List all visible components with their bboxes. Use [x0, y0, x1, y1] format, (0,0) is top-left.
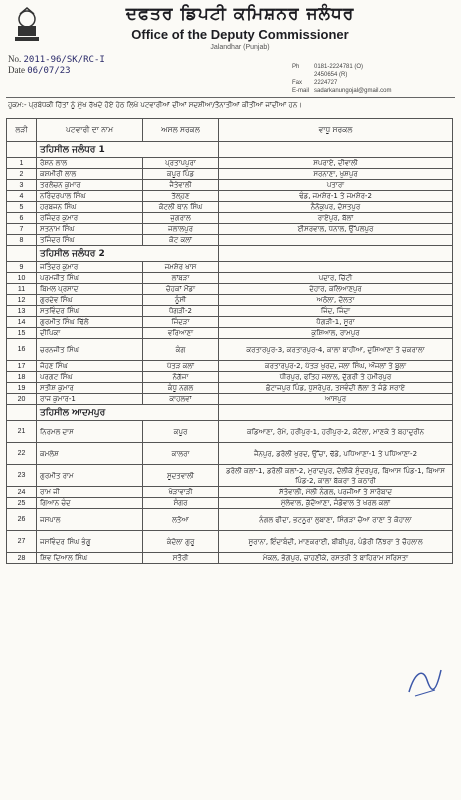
- additional-circle-cell: ਸੂਰਾਨਾ, ਇੰਦਾਬੰਦੀ, ਮਾਣਕਰਾਈ, ਬੀਬੀਪੁਰ, ਪੰਡੋਰੀ ਨਿੱਝਰਾ ਤੇ ਚੌਹਲਾਲ: [219, 531, 453, 553]
- name-cell: ਸਤੀਸ਼ ਕੁਮਾਰ: [37, 383, 143, 394]
- serial-cell: 21: [7, 421, 37, 443]
- name-cell: ਨਰਿੰਦਰਪਾਲ ਸਿੰਘ: [37, 191, 143, 202]
- serial-cell: 14: [7, 317, 37, 328]
- original-circle-cell: ਨੂੰਸੀ: [143, 295, 219, 306]
- table-row: [7, 262, 453, 273]
- section-title: ਤਹਿਸੀਲ ਜਲੰਧਰ 2: [37, 246, 219, 262]
- original-circle-cell: ਕੋਟਲੀ ਥਾਨ ਸਿੰਘ: [143, 202, 219, 213]
- table-row: [7, 361, 453, 372]
- table-row: [7, 235, 453, 246]
- table-header-row: [7, 119, 453, 142]
- original-circle-cell: ਕੰਦੋਲਾ ਗੁਰੂ: [143, 531, 219, 553]
- table-row: [7, 394, 453, 405]
- table-row: [7, 158, 453, 169]
- table-row: [7, 191, 453, 202]
- original-circle-cell: ਪੱਤੜ ਕਲਾਂ: [143, 361, 219, 372]
- office-title-english: Office of the Deputy Commissioner: [131, 27, 349, 42]
- table-row: [7, 498, 453, 509]
- original-circle-cell: ਕਪੂਰ: [143, 421, 219, 443]
- serial-cell: 20: [7, 394, 37, 405]
- table-row: [7, 487, 453, 498]
- name-cell: ਕਮਲੇਸ਼: [37, 443, 143, 465]
- original-circle-cell: ਤੱਲ੍ਹਣ: [143, 191, 219, 202]
- serial-cell: 6: [7, 213, 37, 224]
- section-row: [7, 142, 453, 158]
- contact-details: Ph 0181-2224781 (O) 2450654 (R) Fax 2224727 E-mail sadarkanungojal@gmail.com: [292, 64, 392, 94]
- original-circle-cell: ਵਰਿਆਣਾ: [143, 328, 219, 339]
- order-text: ਹੁਕਮ:- ਪ੍ਰਬੰਧਕੀ ਹਿੱਤਾਂ ਨੂੰ ਮੁੱਖ ਰੱਖਦੇ ਹੋਏ ਹੇਠ ਲਿਖੇ ਪਟਵਾਰੀਆਂ ਦੀਆਂ ਸਦਸ਼ੀਆ/ਤੈਨਾਤੀਆਂ ਕੀਤੀਆਂ ਜਾਂਦੀਆਂ ਹਨ।: [8, 101, 302, 109]
- name-cell: ਜੋਹਣ ਸਿੰਘ: [37, 361, 143, 372]
- table-row: [7, 317, 453, 328]
- serial-cell: 9: [7, 262, 37, 273]
- serial-cell: 16: [7, 339, 37, 361]
- original-circle-cell: ਸੰਗਰ: [143, 498, 219, 509]
- office-title-punjabi: ਦਫਤਰ ਡਿਪਟੀ ਕਮਿਸ਼ਨਰ ਜਲੰਧਰ: [125, 4, 355, 24]
- additional-circle-cell: ਜੈਨਪੁਰ, ਡਰੋਲੀ ਖੁਰਦ, ਉੱਚਾ, ਢੱਡੇ, ਪਧਿਆਣਾ-1 ਤੇ ਪਧਿਆਣਾ-2: [219, 443, 453, 465]
- additional-circle-cell: ਅਠੋਲਾ, ਦੋਲਤਾ: [219, 295, 453, 306]
- additional-circle-cell: ਢੰਡ, ਜਮਸ਼ੇਰ-1 ਤੇ ਜਮਸ਼ੇਰ-2: [219, 191, 453, 202]
- original-circle-cell: ਕਪੂਰ ਪਿੰਡ: [143, 169, 219, 180]
- original-circle-cell: ਧੋਗੜੀ-2: [143, 306, 219, 317]
- additional-circle-cell: ਰਾਏਪੁਰ, ਬੱਲਾਂ: [219, 213, 453, 224]
- header-name: ਪਟਵਾਰੀ ਦਾ ਨਾਮ: [37, 119, 143, 142]
- name-cell: ਗੁਰਦੇਵ ਸਿੰਘ: [37, 295, 143, 306]
- table-row: [7, 339, 453, 361]
- serial-cell: 17: [7, 361, 37, 372]
- original-circle-cell: ਸੂਦਤਵਾਲੀ: [143, 465, 219, 487]
- table-row: [7, 306, 453, 317]
- ref-label: No.: [8, 54, 22, 64]
- name-cell: ਰਜਿੰਦਰ ਕੁਮਾਰ: [37, 213, 143, 224]
- table-row: [7, 273, 453, 284]
- additional-circle-cell: ਕਰਤਾਰਪੁਰ-2, ਪੱਤੜ ਖੁਰਦ, ਜਲਾ ਸਿੰਘ, ਔਜਲਾਂ ਤੇ ਬੂਲਾ: [219, 361, 453, 372]
- name-cell: ਪਰਗਟ ਸਿੰਘ: [37, 372, 143, 383]
- name-cell: ਸਤਵਿੰਦਰ ਸਿੰਘ: [37, 306, 143, 317]
- name-cell: ਜਸਪਾਲ: [37, 509, 143, 531]
- name-cell: ਚਰਨਜੀਤ ਸਿੰਘ: [37, 339, 143, 361]
- name-cell: ਹਰਬਜਨ ਸਿੰਘ: [37, 202, 143, 213]
- name-cell: ਰਾਮ ਜੀ: [37, 487, 143, 498]
- additional-circle-cell: ਛੋਟਾਜਪੁਰ ਪਿੰਡ, ਧੁਸਰੇਪੁਰ, ਤਸਵੰਦੀ ਲੱਲਾ ਤੇ ਜੰਡੇ ਸਰਾਏ: [219, 383, 453, 394]
- original-circle-cell: ਕੋਟ ਕਲਾਂ: [143, 235, 219, 246]
- office-city: Jalandhar (Punjab): [210, 44, 270, 51]
- original-circle-cell: ਕਾਹਲਵਾਂ: [143, 394, 219, 405]
- original-circle-cell: ਚੋਹਕਾਂ ਮੌਂਡਾ: [143, 284, 219, 295]
- additional-circle-cell: ਸਪਰਾਏ, ਦੀਵਾਲੀ: [219, 158, 453, 169]
- original-circle-cell: ਜਮਸ਼ੇਰ ਖਾਸ: [143, 262, 219, 273]
- original-circle-cell: ਕਾਲਰਾ: [143, 443, 219, 465]
- table-row: [7, 443, 453, 465]
- table-row: [7, 202, 453, 213]
- table-row: [7, 372, 453, 383]
- additional-circle-cell: ਧੋਗੜੀ-1, ਸੂਰਾ: [219, 317, 453, 328]
- serial-cell: 7: [7, 224, 37, 235]
- original-circle-cell: ਪ੍ਰਤਾਪਪੁਰਾ: [143, 158, 219, 169]
- serial-cell: 25: [7, 498, 37, 509]
- serial-cell: 27: [7, 531, 37, 553]
- header-serial: ਲੜੀ: [7, 119, 37, 142]
- name-cell: ਸਤਨਾਮ ਸਿੰਘ: [37, 224, 143, 235]
- original-circle-cell: ਜੈਤੇਵਾਲੀ: [143, 180, 219, 191]
- additional-circle-cell: ਜਿੰਦ, ਜਿੰਦਾ: [219, 306, 453, 317]
- additional-circle-cell: ਪਦਾਰ, ਚਿੱਟੀ: [219, 273, 453, 284]
- serial-cell: 5: [7, 202, 37, 213]
- table-row: [7, 465, 453, 487]
- original-circle-cell: ਖੋੜਾਵਾੜੀ: [143, 487, 219, 498]
- table-row: [7, 383, 453, 394]
- additional-circle-cell: ਸੱਤੋਵਾਲੀ, ਮੱਲੀ ਨੰਗਲ, ਪਰਜੀਆਂ ਤੇ ਸਾਰੋਬਾਦ: [219, 487, 453, 498]
- name-cell: ਗਿਆਨ ਚੰਦ: [37, 498, 143, 509]
- reference-block: [8, 54, 105, 76]
- additional-circle-cell: ਕਰਤਾਰਪੁਰ-3, ਕਰਤਾਰਪੁਰ-4, ਕਾਲਾ ਬਾਹੀਆ, ਦੁਸਿਆਣਾ ਤੇ ਚਕਰਾਲਾ: [219, 339, 453, 361]
- name-cell: ਕਸ਼ਮੀਰੀ ਲਾਲ: [37, 169, 143, 180]
- name-cell: ਗੁਰਮੀਤ ਰਾਮ: [37, 465, 143, 487]
- serial-cell: 11: [7, 284, 37, 295]
- serial-cell: 12: [7, 295, 37, 306]
- original-circle-cell: ਲਾਂਬੜਾ: [143, 273, 219, 284]
- serial-cell: 19: [7, 383, 37, 394]
- header-original-circle: ਅਸਲ ਸਰਕਲ: [143, 119, 219, 142]
- original-circle-cell: ਜਿੰਦੜਾ: [143, 317, 219, 328]
- original-circle-cell: ਲਤੋਆ: [143, 509, 219, 531]
- serial-cell: 23: [7, 465, 37, 487]
- section-title: ਤਹਿਸੀਲ ਜਲੰਧਰ 1: [37, 142, 219, 158]
- original-circle-cell: ਕੰਗ: [143, 339, 219, 361]
- serial-cell: 2: [7, 169, 37, 180]
- ref-date: 06/07/23: [27, 66, 71, 76]
- serial-cell: 15: [7, 328, 37, 339]
- additional-circle-cell: ਨੈਨੋਕੁਪਰ, ਦੋਸਤਪੁਰ: [219, 202, 453, 213]
- table-row: [7, 213, 453, 224]
- serial-cell: 1: [7, 158, 37, 169]
- name-cell: ਜਤਿੰਦਰ ਕੁਮਾਰ: [37, 262, 143, 273]
- additional-circle-cell: ਈਸਰਵਾਲ, ਧਨਾਲ, ਉੱਪਲਪੁਰ: [219, 224, 453, 235]
- header-divider: [6, 97, 455, 98]
- serial-cell: 18: [7, 372, 37, 383]
- table-row: [7, 180, 453, 191]
- ref-number: 2011-96/SK/RC-I: [23, 55, 105, 65]
- name-cell: ਰੋਸ਼ਨ ਲਾਲ: [37, 158, 143, 169]
- table-row: [7, 553, 453, 564]
- additional-circle-cell: ਕਡਿਆਣਾ, ਰੋਮੇ, ਹਰੀਪੁਰ-1, ਹਰੀਪੁਰ-2, ਕੋਟੋਲਾ, ਮਾਣਕੇ ਤੇ ਬਹਾਦੁਰੀਨ: [219, 421, 453, 443]
- name-cell: ਤਜਿੰਦਰ ਸਿੰਘ: [37, 235, 143, 246]
- name-cell: ਗੁਰਮੀਤ ਸਿੰਘ ਢਿੱਲੋਂ: [37, 317, 143, 328]
- name-cell: ਦੀਪਿਕਾ: [37, 328, 143, 339]
- additional-circle-cell: [219, 235, 453, 246]
- serial-cell: 3: [7, 180, 37, 191]
- serial-cell: 4: [7, 191, 37, 202]
- additional-circle-cell: ਸਰਨਾਣਾ, ਖੁਸ਼ਪੁਰ: [219, 169, 453, 180]
- original-circle-cell: ਕੰਧੂ ਨਗਲ: [143, 383, 219, 394]
- name-cell: ਸ਼ਿਵ ਦਿਆਲ ਸਿੰਘ: [37, 553, 143, 564]
- additional-circle-cell: ਪਤਾਰਾ: [219, 180, 453, 191]
- table-row: [7, 224, 453, 235]
- name-cell: ਪਰਮਜੀਤ ਸਿੰਘ: [37, 273, 143, 284]
- section-title: ਤਹਿਸੀਲ ਆਦਮਪੁਰ: [37, 405, 219, 421]
- table-row: [7, 284, 453, 295]
- original-circle-cell: ਜਲਾਲਪੁਰ: [143, 224, 219, 235]
- table-row: [7, 509, 453, 531]
- additional-circle-cell: ਮੇਕਲ, ਭੋਗਪੁਰ, ਚਾਹਣੀਕੇ, ਰਸਤਰੀ ਤੇ ਬਾਹਿਰਾਮ ਸਰਿਸਤਾ: [219, 553, 453, 564]
- additional-circle-cell: ਕੁਸ਼ਿਆਲ, ਰਾਮਪੁਰ: [219, 328, 453, 339]
- additional-circle-cell: ਆਸਪੁਰ: [219, 394, 453, 405]
- serial-cell: 24: [7, 487, 37, 498]
- table-row: [7, 421, 453, 443]
- name-cell: ਰਾਜ ਕੁਮਾਰ-1: [37, 394, 143, 405]
- additional-circle-cell: ਨੰਗਲ ਫੀਦਾ, ਭਟਨੂਰਾ ਲੁਬਾਣਾ, ਸਿੰਗੜਾ ਚੋਆ ਰਾਣਾ ਤੇ ਕੋਹਾਲਾ: [219, 509, 453, 531]
- name-cell: ਤਰਲੋਚਨ ਕੁਮਾਰ: [37, 180, 143, 191]
- section-row: [7, 246, 453, 262]
- ashoka-emblem-icon: [8, 6, 46, 48]
- header-additional-circle: ਵਾਧੂ ਸਰਕਲ: [219, 119, 453, 142]
- date-label: Date: [8, 65, 25, 75]
- original-circle-cell: ਜੁਗਰਾਲ: [143, 213, 219, 224]
- table-row: [7, 169, 453, 180]
- additional-circle-cell: ਮੁੱਲੇਵਾਲ, ਕੁੱਦੋਆਣਾ, ਜੰਡੋਵਾਲ ਤੇ ਖਰਲ ਕਲਾਂ: [219, 498, 453, 509]
- serial-cell: 22: [7, 443, 37, 465]
- additional-circle-cell: ਧੀਰਪੁਰ, ਫਤਿਹ ਜਲਾਲ, ਦੁੱਗਰੀ ਤੇ ਹਮੀਰਪੁਰ: [219, 372, 453, 383]
- serial-cell: 10: [7, 273, 37, 284]
- section-row: [7, 405, 453, 421]
- patwari-table: [6, 118, 453, 564]
- table-row: [7, 295, 453, 306]
- name-cell: ਜਸਵਿੰਦਰ ਸਿੰਘ ਭੰਗੂ: [37, 531, 143, 553]
- table-row: [7, 328, 453, 339]
- additional-circle-cell: ਡਰੋਲੀ ਕਲਾਂ-1, ਡਰੋਲੀ ਕਲਾਂ-2, ਮੁਰਾਦਪੁਰ, ਦੋਲੀਕੇ ਸੁੰਦਰਪੁਰ, ਬਿਆਸ ਪਿੰਡ-1, ਬਿਆਸ ਪਿੰਡ-2, ਕਾਲਾ ਬੱਕਰਾ ਤੇ ਕਠਾਰੀ: [219, 465, 453, 487]
- serial-cell: 26: [7, 509, 37, 531]
- serial-cell: 13: [7, 306, 37, 317]
- serial-cell: 8: [7, 235, 37, 246]
- name-cell: ਬਿਮਲ ਪ੍ਰਸਾਦ: [37, 284, 143, 295]
- additional-circle-cell: ਦੇਹਾਰ, ਕਲਿਆਣਪੁਰ: [219, 284, 453, 295]
- additional-circle-cell: [219, 262, 453, 273]
- original-circle-cell: ਸਤੌਰੀ: [143, 553, 219, 564]
- signature-scribble-icon: [405, 662, 445, 702]
- name-cell: ਨਿਰਮਲ ਦਾਸ: [37, 421, 143, 443]
- original-circle-cell: ਨੋਗੱਜਾ: [143, 372, 219, 383]
- serial-cell: 28: [7, 553, 37, 564]
- table-row: [7, 531, 453, 553]
